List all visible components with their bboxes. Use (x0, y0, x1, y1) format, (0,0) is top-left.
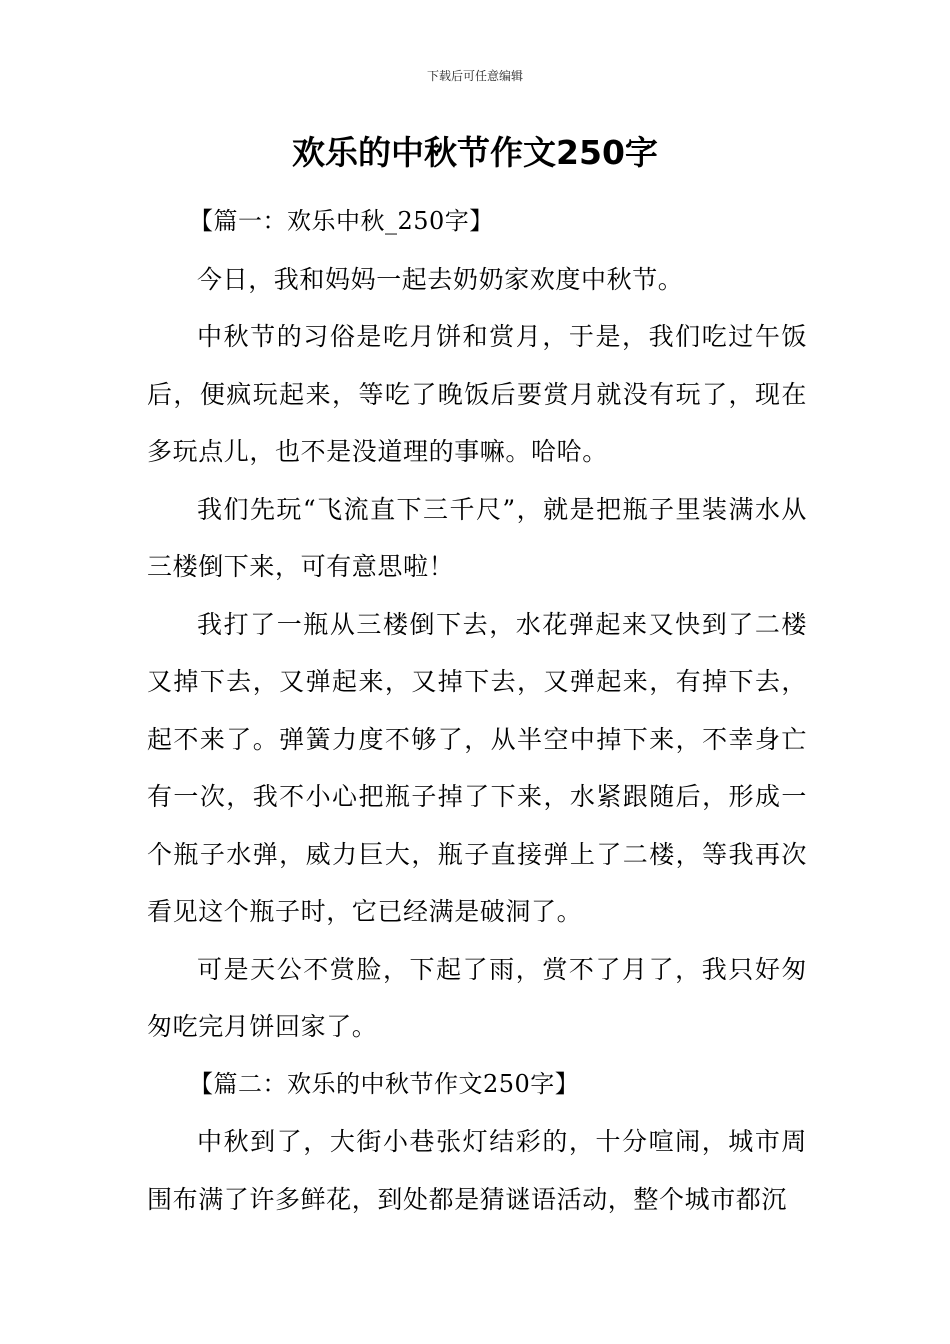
section-heading: 【篇一：欢乐中秋_250字】 (189, 207, 494, 235)
paragraph: 中秋到了，大街小巷张灯结彩的，十分喧闹，城市周围布满了许多鲜花，到处都是猜谜语活动，整个城市都沉 (147, 1127, 807, 1214)
paragraph: 今日，我和妈妈一起去奶奶家欢度中秋节。 (197, 264, 684, 294)
paragraph: 我们先玩“飞流直下三千尺”，就是把瓶子里装满水从三楼倒下来，可有意思啦！ (147, 494, 807, 581)
section-heading: 【篇二：欢乐的中秋节作文250字】 (189, 1069, 580, 1098)
paragraph: 可是天公不赏脸，下起了雨，赏不了月了，我只好匆匆吃完月饼回家了。 (147, 954, 807, 1041)
paragraph: 中秋节的习俗是吃月饼和赏月，于是，我们吃过午饭后，便疯玩起来，等吃了晚饭后要赏月就没有玩了，现在多玩点儿，也不是没道理的事嘛。哈哈。 (147, 322, 807, 466)
paragraph: 我打了一瓶从三楼倒下去，水花弹起来又快到了二楼又掉下去，又弹起来，又掉下去，又弹起来，有掉下去，起不来了。弹簧力度不够了，从半空中掉下来，不幸身亡有一次，我不小心把瓶子掉了下来，水紧跟随后，形成一个瓶子水弹，威力巨大，瓶子直接弹上了二楼，等我再次看见这个瓶子时，它已经满是破洞了。 (147, 609, 807, 926)
document-body (147, 193, 807, 1228)
header-note: 下载后可任意编辑 (426, 69, 523, 83)
document-title: 欢乐的中秋节作文250字 (292, 133, 658, 172)
